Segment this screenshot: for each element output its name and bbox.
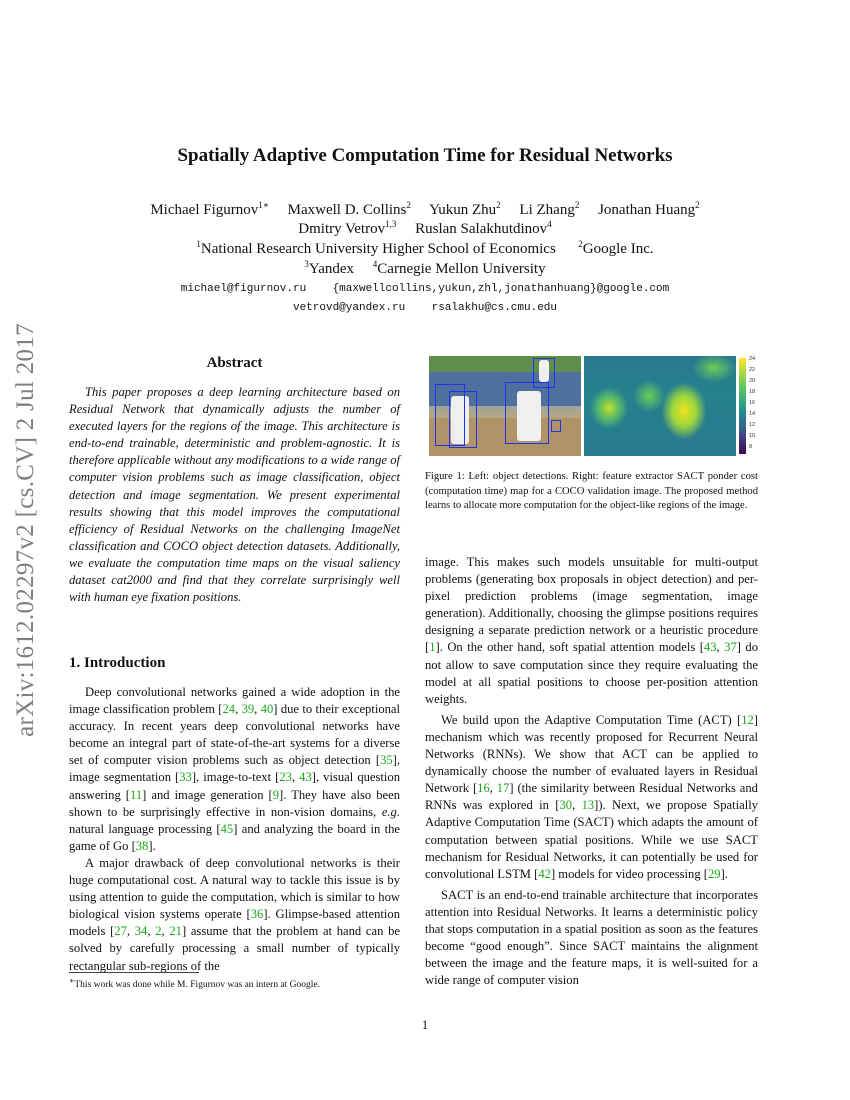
author-name: Li Zhang [519,202,575,218]
colorbar-tick: 22 [749,367,756,373]
affiliation: Carnegie Mellon University [377,261,546,277]
citation-link[interactable]: 34 [134,924,148,939]
email: michael@figurnov.ru [180,283,307,295]
detection-box [533,358,555,388]
author-name: Michael Figurnov [150,202,259,218]
email: rsalakhu@cs.cmu.edu [431,302,558,314]
citation-link[interactable]: 1 [429,640,436,655]
detection-photo [429,356,581,456]
citation-link[interactable]: 29 [707,866,721,881]
citation-link[interactable]: 43 [703,640,717,655]
email-line-1 [60,283,790,295]
figure-1 [429,356,764,456]
section-heading: 1. Introduction [69,655,166,671]
abstract-text: This paper proposes a deep learning architecture based on Residual Network that dynamically adjusts the number of executed layers for the regions of the image. This architecture is end-to-end trainable, deterministic and problem-agnostic. It is therefore applicable without any modifications to a wide range of computer vision problems such as image classification, object detection and image segmentation. We present experimental results showing that this model improves the computational efficiency of Residual Networks on the challenging ImageNet classification and COCO object detection datasets. Additionally, we evaluate the computation time maps on the visual saliency dataset cat2000 and find that they correlate surprisingly well with human eye fixation positions. [69,385,400,605]
citation-link[interactable]: 27 [114,924,127,939]
citation-link[interactable]: 17 [496,781,510,796]
page-number: 1 [421,1018,429,1032]
colorbar-tick: 20 [749,378,756,384]
affiliation: National Research University Higher School of Economics [200,241,556,257]
author-name: Yukun Zhu [429,202,497,218]
figure-1-caption-block [425,470,758,514]
colorbar-tick: 18 [749,389,756,395]
colorbar-tick: 24 [749,356,756,362]
citation-link[interactable]: 37 [724,640,737,655]
citation-link[interactable]: 42 [538,866,551,881]
citation-link[interactable]: 23 [279,770,292,785]
footnote [69,976,400,990]
colorbar [739,358,746,454]
author-line-2: Dmitry Vetrov$^{1,3}$ Ruslan Salakhutdinov$^4$ [298,219,552,237]
citation-link[interactable]: 24 [222,702,236,717]
citation-link[interactable]: 40 [260,702,274,717]
citation-link[interactable]: 9 [272,787,280,802]
citation-link[interactable]: 45 [220,821,234,836]
email: {maxwellcollins,yukun,zhl,jonathanhuang}@google.com [332,283,670,295]
citation-link[interactable]: 35 [380,753,393,768]
body-paragraph: image. This makes such models unsuitable for multi-output problems (generating box proposals in object detection) and per-pixel prediction problems (image segmentation, image generation). Additionally, choosing the glimpse positions requires designing a separate prediction network or a heuristic procedure [1]. On the other hand, soft spatial attention models [43, 37] do not allow to save computation since they require evaluating the model at all spatial positions to choose per-position attention weights. [425,555,759,706]
citation-link[interactable]: 33 [179,770,192,785]
detection-box [551,420,561,432]
intro-paragraph-2: A major drawback of deep convolutional networks is their huge computational cost. A natural way to tackle this issue is by using attention to guide the computation, which is similar to how biological vision systems operate [36]. Glimpse-based attention models [27, 34, 2, 21] assume that the problem at hand can be solved by carefully processing a small number of typically rectangular sub-regions of the [69,855,401,973]
introduction-section [69,655,400,975]
body-paragraph: SACT is an end-to-end trainable architecture that incorporates attention into Residual Networks. It learns a deterministic policy that stops computation in a spatial position as soon as the features become “good enough”. Since SACT maintains the alignment between the image and the feature maps, it is well-suited for a wide range of computer vision [425,887,758,988]
author-name: Dmitry Vetrov [298,221,386,237]
affiliation-line-2: $^3$Yandex $^4$Carnegie Mellon University [304,259,546,277]
body-paragraph: We build upon the Adaptive Computation Time (ACT) [12] mechanism which was recently proposed for Recurrent Neural Networks (RNNs). We show that ACT can be applied to dynamically choose the number of evaluated layers in Residual Network [16, 17] (the similarity between Residual Networks and RNNs was explored in [30, 13]). Next, we propose Spatially Adaptive Computation Time (SACT) which adapts the amount of computation between spatial positions. While we use SACT mechanism for Residual Networks, it can potentially be used for convolutional LSTM [42] models for video processing [29]. [425,712,758,881]
author-name: Jonathan Huang [598,202,696,218]
colorbar-tick: 12 [749,422,756,428]
citation-link[interactable]: 16 [477,781,490,796]
citation-link[interactable]: 43 [299,770,312,785]
citation-link[interactable]: 30 [559,798,573,813]
citation-link[interactable]: 21 [169,924,182,939]
ponder-cost-heatmap [584,356,736,456]
author-name: Maxwell D. Collins [287,202,407,218]
email-line-2 [60,302,790,314]
affiliation-line-1: $^1$National Research University Higher School of Economics $^2$Google Inc. [196,239,654,257]
right-column-text [425,554,758,989]
affiliation: Yandex [308,261,355,277]
author-line-1: Michael Figurnov$^{1∗}$ Maxwell D. Collins$^2$ Yukun Zhu$^2$ Li Zhang$^2$ Jonathan Huang$^2$ [150,200,700,218]
citation-link[interactable]: 13 [581,798,595,813]
arxiv-stamp [6,323,46,737]
abstract-section [69,355,400,606]
detection-box [449,391,477,448]
citation-link[interactable]: 39 [241,702,255,717]
citation-link[interactable]: 36 [250,907,264,922]
colorbar-tick: 14 [749,411,756,417]
footnote-mark: ∗ [69,976,75,985]
intro-paragraph-1: Deep convolutional networks gained a wide adoption in the image classification problem [24, 39, 40] due to their exceptional accuracy. In recent years deep convolutional networks have become an integral part of state-of-the-art systems for a diverse set of computer vision problems such as object detection [35], image segmentation [33], image-to-text [23, 43], visual question answering [11] and image generation [9]. They have also been shown to be surprisingly effective in non-vision domains, e.g. natural language processing [45] and analyzing the board in the game of Go [38]. [69,685,401,853]
abstract-heading: Abstract [206,355,263,371]
author-name: Ruslan Salakhutdinov [415,221,548,237]
email: vetrovd@yandex.ru [292,302,406,314]
affiliation: Google Inc. [582,241,654,257]
citation-link[interactable]: 12 [741,712,754,727]
colorbar-tick: 16 [749,400,756,406]
citation-link[interactable]: 11 [129,787,143,802]
arxiv-stamp-text: arXiv:1612.02297v2 [cs.CV] 2 Jul 2017 [12,323,40,737]
colorbar-tick: 8 [749,444,753,450]
figure-caption: Figure 1: Left: object detections. Right: feature extractor SACT ponder cost (computation time) map for a COCO validation image. The proposed method learns to allocate more computation for the object-like regions of the image. [425,471,758,511]
detection-box [505,382,549,444]
citation-link[interactable]: 38 [135,838,149,853]
footnote-text: This work was done while M. Figurnov was an intern at Google. [74,980,321,991]
citation-link[interactable]: 2 [155,924,162,939]
colorbar-tick: 10 [749,433,756,439]
footnote-rule [69,972,199,973]
paper-title: Spatially Adaptive Computation Time for Residual Networks [177,145,673,166]
